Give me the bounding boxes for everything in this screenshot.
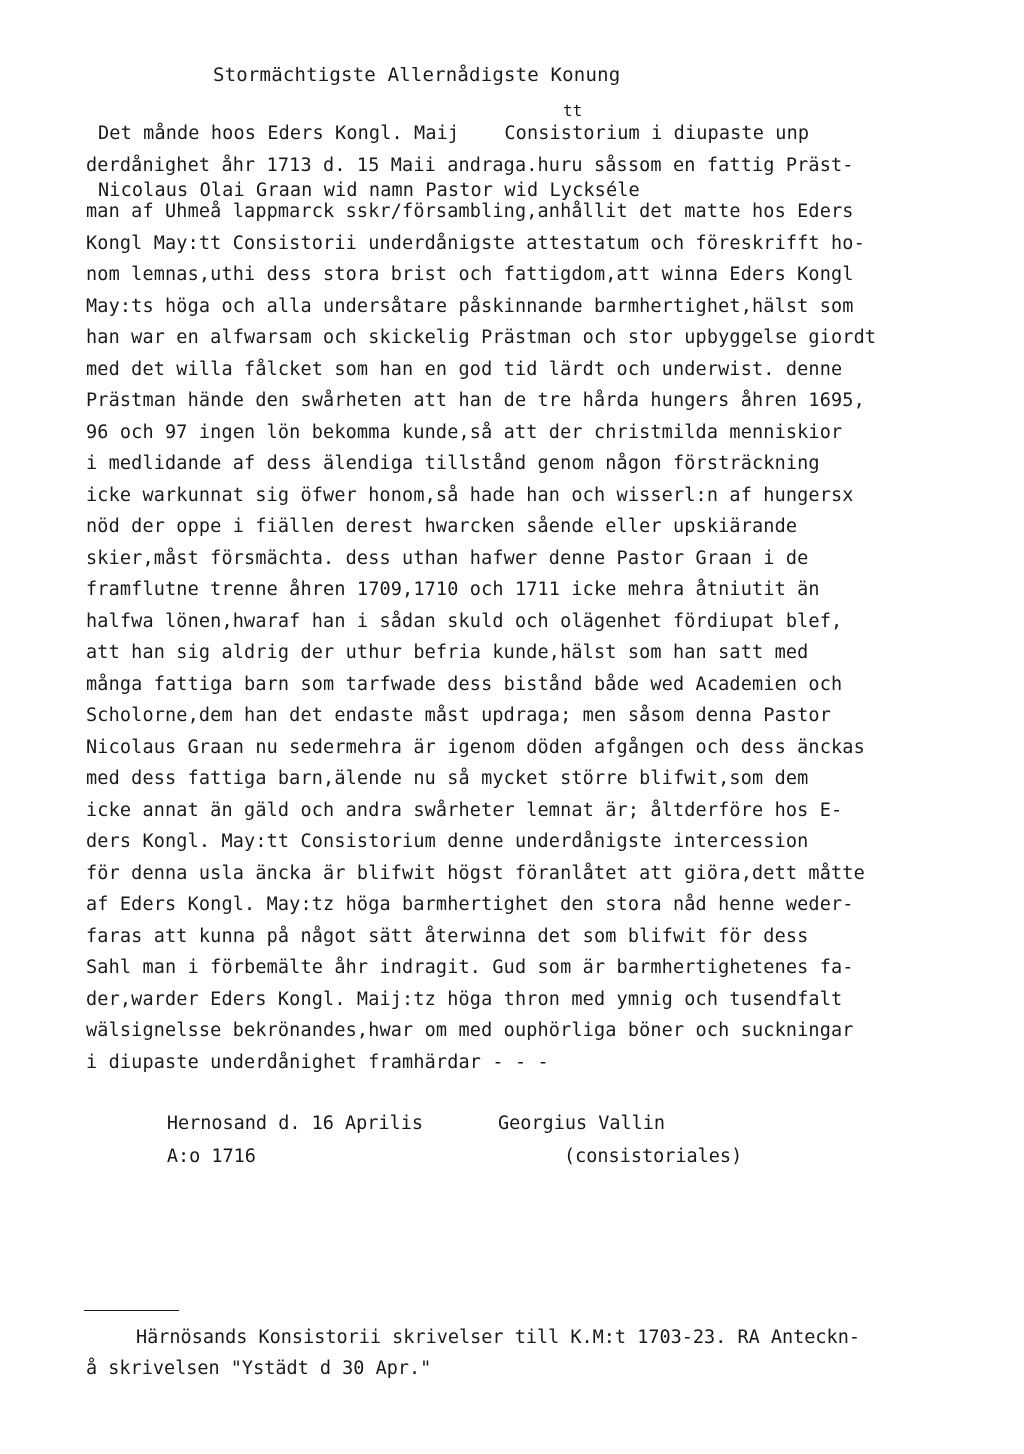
body-line: nöd der oppe i fiällen derest hwarcken sående eller upskiärande [86,516,798,537]
body-line: nom lemnas,uthi dess stora brist och fattigdom,att winna Eders Kongl [86,264,854,285]
body-line: Nicolaus Graan nu sedermehra är igenom döden afgången och dess änckas [86,736,865,758]
body-line: af Eders Kongl. May:tz höga barmhertighet den stora nåd henne weder- [86,894,854,915]
superscript-mark: tt [563,101,583,120]
body-line: ders Kongl. May:tt Consistorium denne underdånigste intercession [86,831,809,852]
body-line: i diupaste underdånighet framhärdar - - - [86,1051,549,1073]
body-line: Scholorne,dem han det endaste måst updraga; men såsom denna Pastor [86,705,832,726]
footnote-divider [84,1310,179,1311]
body-line: 96 och 97 ingen lön bekomma kunde,så att der christmilda menniskior [86,421,843,443]
signatory: Georgius Vallin [498,1113,666,1134]
salutation: Stormächtigste Allernådigste Konung [213,64,621,86]
body-line: för denna usla äncka är blifwit högst föranlåtet att giöra,dett måtte [86,862,865,884]
place-date: Hernosand d. 16 Aprilis [166,1113,424,1134]
body-line: Nicolaus Olai Graan wid namn Pastor wid Lyckséle [98,180,640,201]
body-line: Prästman hände den swårheten att han de tre hårda hungers åhren 1695, [86,390,865,411]
body-line: icke warkunnat sig öfwer honom,så hade han och wisserl:n af hungersx [86,484,854,506]
closing-block [86,1074,966,1173]
year: A:o 1716 [166,1146,256,1167]
body-line: framflutne trenne åhren 1709,1710 och 1711 icke mehra åtniutit än [86,579,820,600]
body-line: derdånighet åhr 1713 d. 15 Maii andraga.huru såssom en fattig Präst- [86,154,854,176]
body-line: May:ts höga och alla undersåtare påskinnande barmhertighet,hälst som [86,295,854,317]
footnote-line: Härnösands Konsistorii skrivelser till K.M:t 1703-23. RA Anteckn- [136,1327,860,1348]
body-line: Sahl man i förbemälte åhr indragit. Gud som är barmhertighetenes fa- [86,957,854,978]
footnote [86,1322,966,1384]
body-line: icke annat än gäld och andra swårheter lemnat är; åltderföre hos E- [86,799,843,821]
signatory-role: (consistoriales) [564,1146,743,1167]
body-line: der,warder Eders Kongl. Maij:tz höga thron med ymnig och tusendfalt [86,988,843,1010]
body-line: att han sig aldrig der uthur befria kunde,hälst som han satt med [86,642,809,663]
body-line: med dess fattiga barn,älende nu så mycket större blifwit,som dem [86,768,809,789]
body-line: man af Uhmeå lappmarck sskr/försambling,anhållit det matte hos Eders [86,201,854,222]
footnote-line: å skrivelsen "Ystädt d 30 Apr." [86,1358,432,1379]
body-line: Kongl May:tt Consistorii underdånigste attestatum och föreskrifft ho- [86,232,865,254]
body-line: han war en alfwarsam och skickelig Prästman och stor upbyggelse giordt [86,327,877,348]
letter-body [86,118,966,1078]
body-line: i medlidande af dess älendiga tillstånd genom någon försträckning [86,453,820,474]
body-line: många fattiga barn som tarfwade dess bistånd både wed Academien och [86,673,843,695]
body-line: wälsignelsse bekrönandes,hwar om med ouphörliga böner och suckningar [86,1020,854,1041]
closing-row-role [86,1140,966,1173]
body-line: skier,måst försmächta. dess uthan hafwer denne Pastor Graan i de [86,547,809,569]
body-line: faras att kunna på något sätt återwinna det som blifwit för dess [86,925,809,947]
body-line: Det månde hoos Eders Kongl. Maij Consistorium i diupaste unp [98,123,810,144]
body-line: med det willa fålcket som han en god tid lärdt och underwist. denne [86,358,843,380]
body-line: halfwa lönen,hwaraf han i sådan skuld och olägenhet fördiupat blef, [86,610,843,632]
